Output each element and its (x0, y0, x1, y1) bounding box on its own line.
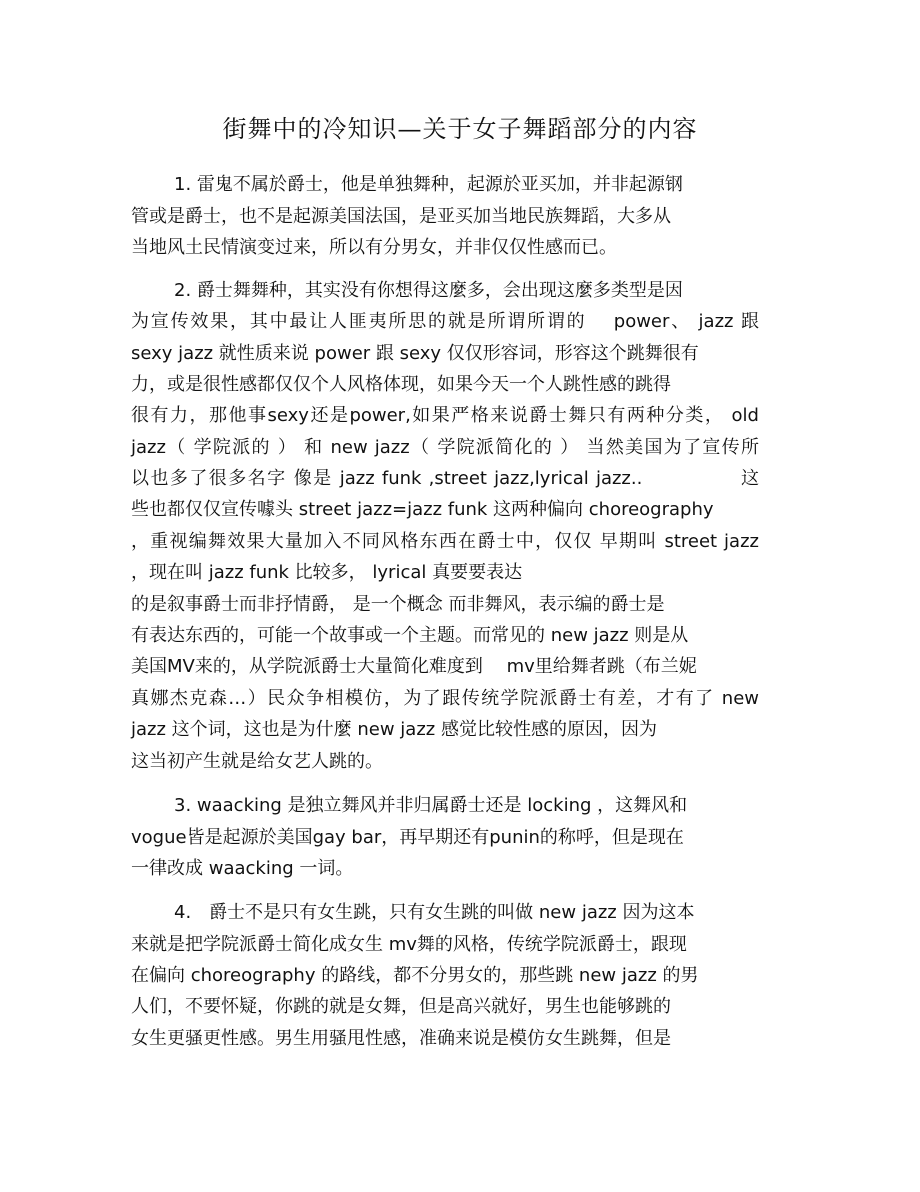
paragraph-2-line-3: sexy jazz 就性质来说 power 跟 sexy 仅仅形容词，形容这个跳舞很有 (131, 343, 699, 364)
paragraph-2-line-12: 有表达东西的，可能一个故事或一个主题。而常见的 new jazz 则是从 (131, 625, 689, 646)
paragraph-4-line-2: 来就是把学院派爵士简化成女生 mv舞的风格，传统学院派爵士，跟现 (131, 934, 687, 955)
paragraph-2-line-2: 为宣传效果，其中最让人匪夷所思的就是所谓所谓的 power、 jazz 跟 (131, 311, 759, 332)
paragraph-2-line-16: 这当初产生就是给女艺人跳的。 (131, 751, 383, 772)
paragraph-3-line-2: vogue皆是起源於美国gay bar，再早期还有punin的称呼，但是现在 (131, 827, 684, 848)
paragraph-4-line-3: 在偏向 choreography 的路线，都不分男女的，那些跳 new jazz 的男 (131, 965, 699, 986)
paragraph-3-line-3: 一律改成 waacking 一词。 (131, 858, 354, 879)
paragraph-1-line-1: 1. 雷鬼不属於爵士，他是单独舞种，起源於亚买加，并非起源钢 (174, 174, 683, 195)
paragraph-2-line-15: jazz 这个词，这也是为什麼 new jazz 感觉比较性感的原因，因为 (131, 719, 657, 740)
paragraph-2-line-8: 些也都仅仅宣传噱头 street jazz=jazz funk 这两种偏向 choreography (131, 499, 714, 520)
paragraph-4-line-1: 4. 爵士不是只有女生跳，只有女生跳的叫做 new jazz 因为这本 (174, 902, 695, 923)
document-title: 街舞中的冷知识—关于女子舞蹈部分的内容 (222, 115, 698, 143)
paragraph-2-line-6: jazz（ 学院派的 ） 和 new jazz（ 学院派简化的 ） 当然美国为了宣传所 (131, 437, 759, 458)
paragraph-1-line-3: 当地风土民情演变过来，所以有分男女，并非仅仅性感而已。 (131, 237, 617, 258)
paragraph-2-line-7: 以也多了很多名字 像是 jazz funk ,street jazz,lyrical jazz.. 这 (131, 468, 759, 489)
paragraph-1-line-2: 管或是爵士，也不是起源美国法国，是亚买加当地民族舞蹈，大多从 (131, 206, 671, 227)
paragraph-2-line-1: 2. 爵士舞舞种，其实没有你想得这麼多，会出现这麼多类型是因 (174, 280, 683, 301)
paragraph-2-line-9: ，重视编舞效果大量加入不同风格东西在爵士中，仅仅 早期叫 street jazz (131, 531, 759, 552)
paragraph-2-line-13: 美国MV来的，从学院派爵士大量简化难度到 mv里给舞者跳（布兰妮 (131, 656, 697, 677)
paragraph-2-line-11: 的是叙事爵士而非抒情爵， 是一个概念 而非舞风，表示编的爵士是 (131, 594, 665, 615)
paragraph-4-line-5: 女生更骚更性感。男生用骚甩性感，准确来说是模仿女生跳舞，但是 (131, 1028, 671, 1049)
paragraph-2-line-4: 力，或是很性感都仅仅个人风格体现，如果今天一个人跳性感的跳得 (131, 374, 671, 395)
paragraph-2-line-5: 很有力，那他事sexy还是power,如果严格来说爵士舞只有两种分类， old (131, 405, 759, 426)
paragraph-2-line-14: 真娜杰克森…）民众争相模仿，为了跟传统学院派爵士有差，才有了 new (131, 688, 759, 709)
paragraph-2-line-10: ，现在叫 jazz funk 比较多， lyrical 真要要表达 (131, 562, 523, 583)
paragraph-3-line-1: 3. waacking 是独立舞风并非归属爵士还是 locking ，这舞风和 (174, 795, 688, 816)
paragraph-4-line-4: 人们，不要怀疑，你跳的就是女舞，但是高兴就好，男生也能够跳的 (131, 996, 671, 1017)
